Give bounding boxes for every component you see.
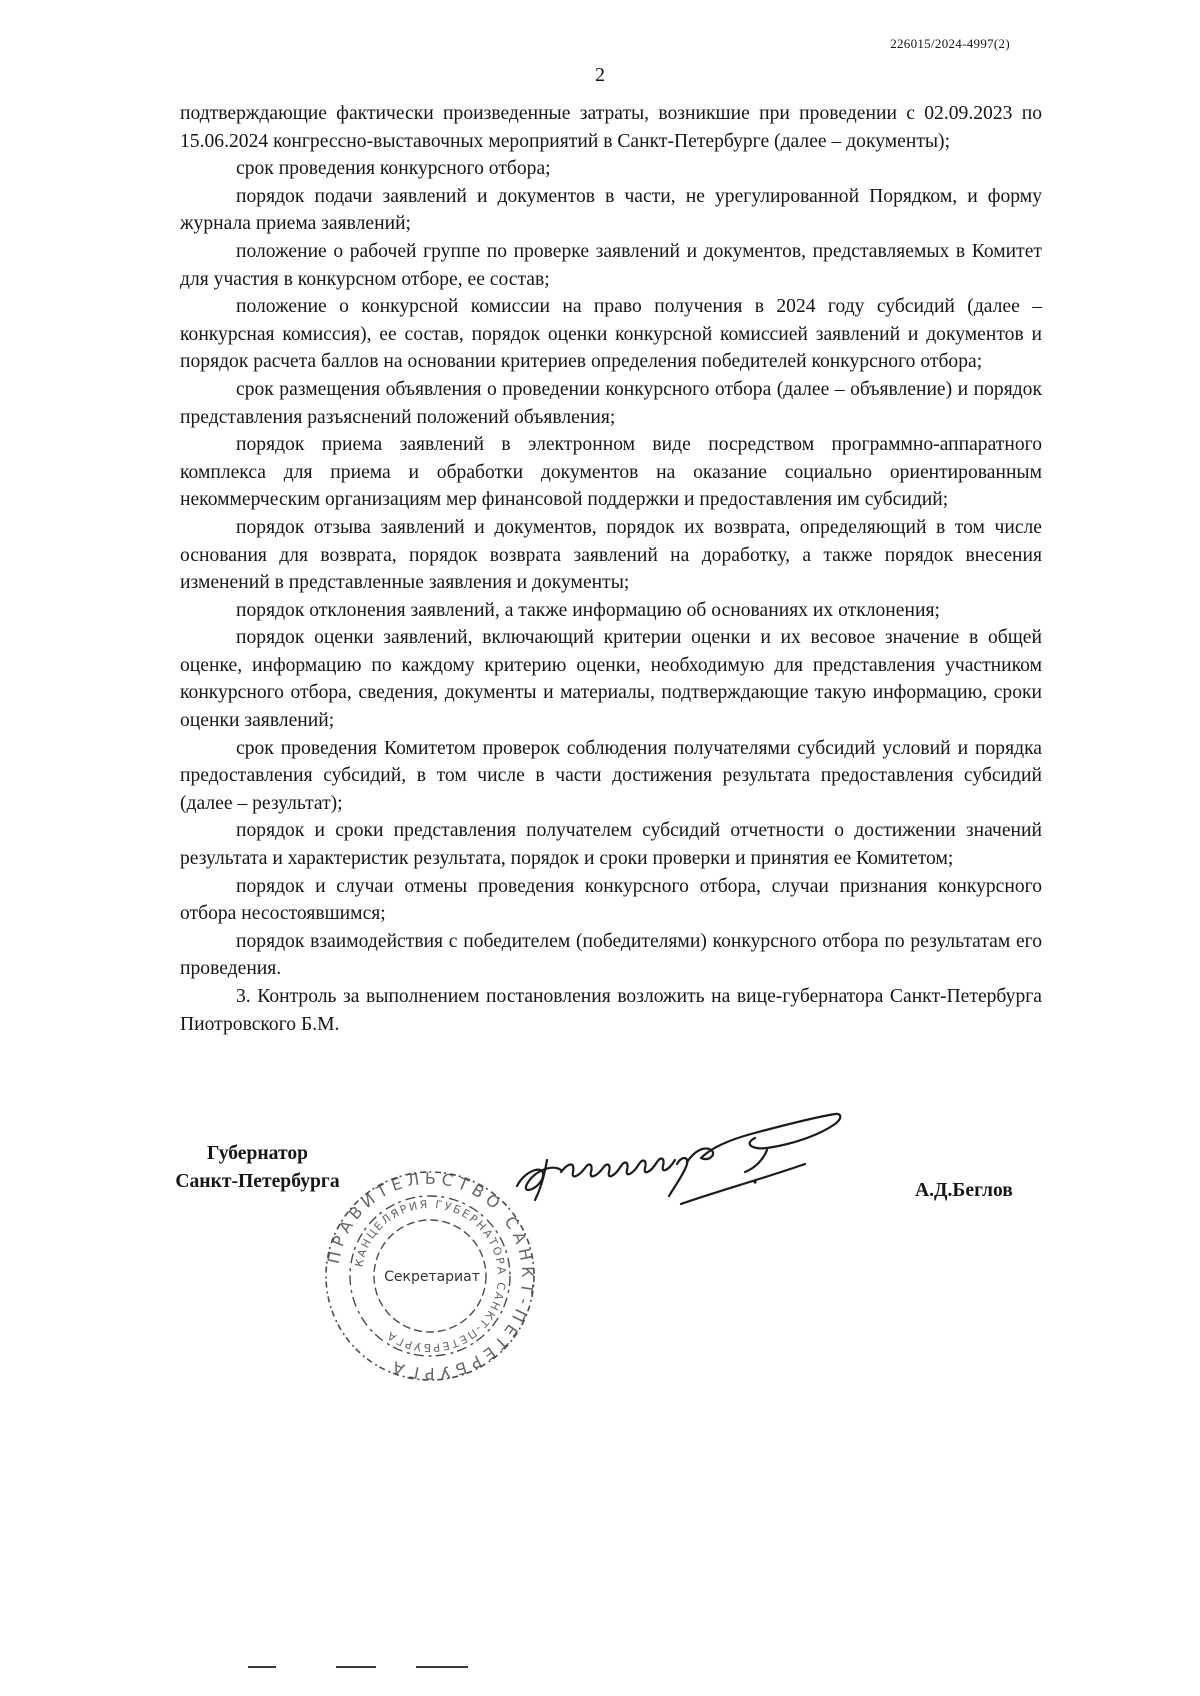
paragraph: срок размещения объявления о проведении конкурсного отбора (далее – объявление) и порядок представления разъяснений положений объявления; <box>180 378 1042 428</box>
official-seal-stamp <box>322 1168 538 1384</box>
document-registration-number: 226015/2024-4997(2) <box>890 36 1010 51</box>
stamp-outer-text: ПРАВИТЕЛЬСТВО САНКТ-ПЕТЕРБУРГА <box>323 1168 538 1384</box>
paragraph: срок проведения Комитетом проверок соблюдения получателями субсидий условий и порядка предоставления субсидий, в том числе в части достижения результата предоставления субсидий (далее – результат); <box>180 737 1042 814</box>
footer-rule <box>248 1666 276 1668</box>
paragraph: порядок и сроки представления получателем субсидий отчетности о достижении значений результата и характеристик результата, порядок и сроки проверки и принятия ее Комитетом; <box>180 820 1042 870</box>
paragraph: порядок отклонения заявлений, а также информацию об основаниях их отклонения; <box>236 599 940 621</box>
paragraph: положение о рабочей группе по проверке заявлений и документов, представляемых в Комитет для участия в конкурсном отборе, ее состав; <box>180 240 1042 290</box>
paragraph: порядок взаимодействия с победителем (победителями) конкурсного отбора по результатам его проведения. <box>180 930 1042 980</box>
paragraph: порядок и случаи отмены проведения конкурсного отбора, случаи признания конкурсного отбора несостоявшимся; <box>180 875 1042 925</box>
paragraph: порядок отзыва заявлений и документов, порядок их возврата, определяющий в том числе основания для возврата, порядок возврата заявлений на доработку, а также порядок внесения изменений в представленные заявления и документы; <box>180 516 1042 594</box>
stamp-center-text: Секретариат <box>384 1269 480 1285</box>
document-body <box>180 100 1042 1038</box>
footer-rule-marks <box>248 1666 478 1672</box>
handwritten-signature <box>505 1100 845 1220</box>
paragraph: порядок приема заявлений в электронном виде посредством программно-аппаратного комплекса для приема и обработки документов на оказание социально ориентированным некоммерческим организациям мер финансовой поддержки и предоставления им субсидий; <box>180 434 1042 511</box>
paragraph-control-clause: 3. Контроль за выполнением постановления возложить на вице-губернатора Санкт-Петербурга Пиотровского Б.М. <box>180 986 1042 1035</box>
stamp-inner-text: КАНЦЕЛЯРИЯ ГУБЕРНАТОРА САНКТ-ПЕТЕРБУРГА <box>352 1197 509 1355</box>
footer-rule <box>336 1666 376 1668</box>
signer-position-line: Санкт-Петербурга <box>175 1170 340 1192</box>
paragraph: срок проведения конкурсного отбора; <box>236 158 551 180</box>
paragraph: положение о конкурсной комиссии на право получения в 2024 году субсидий (далее – конкурсная комиссия), ее состав, порядок оценки конкурсной комиссией заявлений и документов и порядок расчета баллов на основании критериев определения победителей конкурсного отбора; <box>180 296 1042 373</box>
page-number: 2 <box>595 64 605 86</box>
signer-position-line: Губернатор <box>206 1143 309 1164</box>
signer-name: А.Д.Беглов <box>915 1180 1013 1201</box>
paragraph: порядок подачи заявлений и документов в части, не урегулированной Порядком, и форму журнала приема заявлений; <box>180 185 1042 235</box>
footer-rule <box>416 1666 468 1668</box>
paragraph: порядок оценки заявлений, включающий критерии оценки и их весовое значение в общей оценке, информацию по каждому критерию оценки, необходимую для представления участником конкурсного отбора, сведения, документы и материалы, подтверждающие такую информацию, сроки оценки заявлений; <box>180 627 1042 732</box>
paragraph: подтверждающие фактически произведенные затраты, возникшие при проведении с 02.09.2023 по 15.06.2024 конгрессно-выставочных мероприятий в Санкт-Петербурге (далее – документы); <box>180 103 1042 152</box>
